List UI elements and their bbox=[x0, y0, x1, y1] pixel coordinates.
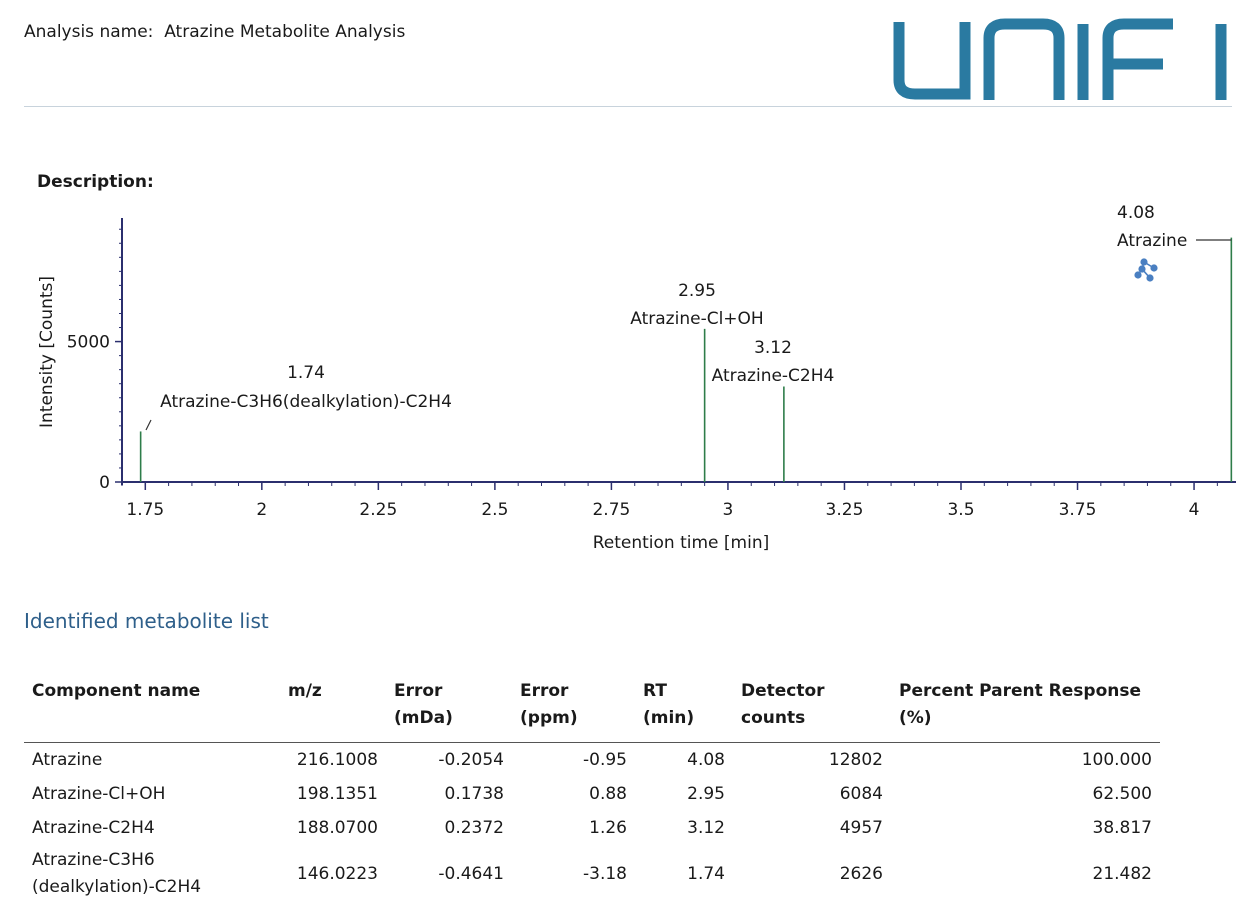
cell-error-ppm: 1.26 bbox=[589, 818, 627, 838]
peak-rt-label: 3.12 bbox=[754, 338, 792, 358]
cell-component-name: Atrazine-Cl+OH bbox=[32, 783, 166, 804]
metabolite-table bbox=[24, 672, 1160, 903]
cell-detector-counts: 4957 bbox=[839, 818, 883, 838]
analysis-name-value: Atrazine Metabolite Analysis bbox=[164, 22, 406, 42]
cell-error-mda: -0.4641 bbox=[438, 864, 504, 884]
cell-mz: 146.0223 bbox=[296, 864, 378, 884]
cell-percent-parent: 62.500 bbox=[1092, 784, 1152, 804]
cell-detector-counts: 2626 bbox=[839, 864, 883, 884]
section-title: Identified metabolite list bbox=[24, 609, 269, 633]
unifi-logo bbox=[893, 18, 1231, 100]
description-label: Description: bbox=[37, 172, 154, 192]
y-tick-label: 0 bbox=[99, 473, 110, 493]
header-error-mda: Error (mDa) bbox=[386, 672, 512, 743]
cell-mz: 198.1351 bbox=[296, 784, 378, 804]
table-row bbox=[24, 811, 1160, 845]
analysis-name-label: Analysis name: bbox=[24, 22, 154, 42]
cell-error-ppm: 0.88 bbox=[589, 784, 627, 804]
chromatogram-chart bbox=[0, 195, 1255, 565]
x-tick-label: 3.25 bbox=[825, 500, 864, 520]
x-axis-title: Retention time [min] bbox=[592, 533, 770, 553]
peak-rt-label: 1.74 bbox=[287, 363, 325, 383]
cell-detector-counts: 6084 bbox=[839, 784, 883, 804]
cell-error-ppm: -3.18 bbox=[583, 864, 627, 884]
molecule-structure-icon bbox=[1134, 258, 1157, 281]
cell-error-ppm: -0.95 bbox=[583, 750, 627, 770]
cell-error-mda: 0.1738 bbox=[444, 784, 504, 804]
table-row bbox=[24, 743, 1160, 778]
x-tick-label: 2.75 bbox=[592, 500, 631, 520]
header-detector-counts: Detector counts bbox=[733, 672, 891, 743]
header-mz: m/z bbox=[280, 672, 386, 743]
header-error-ppm: Error (ppm) bbox=[512, 672, 635, 743]
header-rt: RT (min) bbox=[635, 672, 733, 743]
cell-percent-parent: 100.000 bbox=[1081, 750, 1152, 770]
y-axis-title: Intensity [Counts] bbox=[37, 275, 57, 429]
cell-rt: 4.08 bbox=[687, 750, 725, 770]
cell-percent-parent: 38.817 bbox=[1092, 818, 1152, 838]
x-tick-label: 3 bbox=[722, 500, 734, 520]
cell-component-name: Atrazine-C3H6 (dealkylation)-C2H4 bbox=[32, 850, 202, 897]
x-tick-label: 1.75 bbox=[126, 500, 165, 520]
cell-error-mda: -0.2054 bbox=[438, 750, 504, 770]
cell-mz: 216.1008 bbox=[296, 750, 378, 770]
peak-name-label: Atrazine-Cl+OH bbox=[630, 309, 764, 329]
cell-percent-parent: 21.482 bbox=[1092, 864, 1152, 884]
header-component-name: Component name bbox=[24, 672, 280, 743]
x-tick-label: 4 bbox=[1188, 500, 1200, 520]
table-row bbox=[24, 777, 1160, 811]
peak-name-label: Atrazine-C3H6(dealkylation)-C2H4 bbox=[160, 392, 452, 412]
peak-rt-label: 2.95 bbox=[678, 281, 716, 301]
x-tick-label: 2.5 bbox=[481, 500, 509, 520]
peak-leader-line bbox=[146, 420, 151, 430]
cell-rt: 1.74 bbox=[687, 864, 725, 884]
cell-component-name: Atrazine bbox=[32, 749, 103, 770]
x-tick-label: 3.75 bbox=[1058, 500, 1097, 520]
header-percent-parent-response: Percent Parent Response (%) bbox=[891, 672, 1160, 743]
cell-error-mda: 0.2372 bbox=[444, 818, 504, 838]
peak-name-label: Atrazine-C2H4 bbox=[711, 366, 835, 386]
table-header-row bbox=[24, 672, 1160, 743]
peak-name-label: Atrazine bbox=[1117, 231, 1188, 251]
cell-rt: 3.12 bbox=[687, 818, 725, 838]
x-tick-label: 3.5 bbox=[947, 500, 975, 520]
x-tick-label: 2 bbox=[256, 500, 268, 520]
cell-rt: 2.95 bbox=[687, 784, 725, 804]
header-divider bbox=[24, 106, 1232, 107]
table-row bbox=[24, 845, 1160, 903]
cell-detector-counts: 12802 bbox=[828, 750, 883, 770]
peak-rt-label: 4.08 bbox=[1117, 203, 1155, 223]
x-tick-label: 2.25 bbox=[359, 500, 398, 520]
cell-mz: 188.0700 bbox=[296, 818, 378, 838]
analysis-name bbox=[24, 22, 405, 42]
y-tick-label: 5000 bbox=[66, 332, 110, 353]
cell-component-name: Atrazine-C2H4 bbox=[32, 817, 155, 838]
